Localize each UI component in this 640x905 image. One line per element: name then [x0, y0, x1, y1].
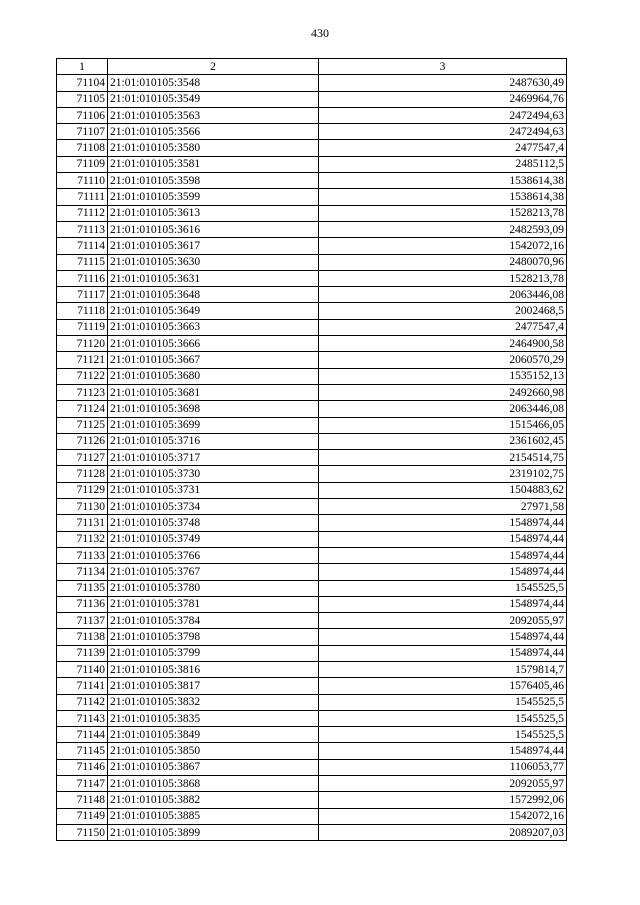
value-cell: 1538614,38 [319, 189, 567, 205]
cadastral-number-cell: 21:01:010105:3717 [108, 450, 319, 466]
table-header [57, 59, 567, 75]
row-number-cell: 71124 [57, 401, 108, 417]
cadastral-number-cell: 21:01:010105:3599 [108, 189, 319, 205]
header-row [57, 59, 567, 75]
table-row [57, 596, 567, 612]
value-cell: 1579814,7 [319, 661, 567, 677]
cadastral-number-cell: 21:01:010105:3849 [108, 727, 319, 743]
table-row [57, 124, 567, 140]
table-row [57, 678, 567, 694]
row-number-cell: 71137 [57, 613, 108, 629]
row-number-cell: 71149 [57, 808, 108, 824]
table-row [57, 336, 567, 352]
table-row [57, 173, 567, 189]
row-number-cell: 71134 [57, 564, 108, 580]
row-number-cell: 71140 [57, 661, 108, 677]
value-cell: 2472494,63 [319, 107, 567, 123]
table-row [57, 629, 567, 645]
row-number-cell: 71147 [57, 776, 108, 792]
value-cell: 2063446,08 [319, 401, 567, 417]
cadastral-number-cell: 21:01:010105:3716 [108, 433, 319, 449]
value-cell: 1515466,05 [319, 417, 567, 433]
value-cell: 1545525,5 [319, 710, 567, 726]
cadastral-number-cell: 21:01:010105:3617 [108, 238, 319, 254]
row-number-cell: 71108 [57, 140, 108, 156]
value-cell: 1548974,44 [319, 645, 567, 661]
table-row [57, 694, 567, 710]
table-row [57, 661, 567, 677]
row-number-cell: 71139 [57, 645, 108, 661]
row-number-cell: 71148 [57, 792, 108, 808]
cadastral-number-cell: 21:01:010105:3730 [108, 466, 319, 482]
row-number-cell: 71150 [57, 824, 108, 840]
table-row [57, 287, 567, 303]
table-row [57, 531, 567, 547]
table-row [57, 303, 567, 319]
value-cell: 1542072,16 [319, 238, 567, 254]
table-row [57, 499, 567, 515]
row-number-cell: 71132 [57, 531, 108, 547]
row-number-cell: 71145 [57, 743, 108, 759]
cadastral-number-cell: 21:01:010105:3784 [108, 613, 319, 629]
cadastral-number-cell: 21:01:010105:3681 [108, 384, 319, 400]
row-number-cell: 71135 [57, 580, 108, 596]
value-cell: 1545525,5 [319, 694, 567, 710]
row-number-cell: 71105 [57, 91, 108, 107]
row-number-cell: 71104 [57, 75, 108, 91]
value-cell: 2092055,97 [319, 776, 567, 792]
table-row [57, 401, 567, 417]
cadastral-number-cell: 21:01:010105:3867 [108, 759, 319, 775]
column-header-number: 1 [57, 59, 108, 75]
cadastral-number-cell: 21:01:010105:3781 [108, 596, 319, 612]
row-number-cell: 71109 [57, 156, 108, 172]
row-number-cell: 71129 [57, 482, 108, 498]
table-row [57, 808, 567, 824]
value-cell: 2063446,08 [319, 287, 567, 303]
value-cell: 1576405,46 [319, 678, 567, 694]
table-row [57, 759, 567, 775]
value-cell: 2319102,75 [319, 466, 567, 482]
table-row [57, 515, 567, 531]
row-number-cell: 71138 [57, 629, 108, 645]
registry-table [56, 58, 567, 841]
table-row [57, 710, 567, 726]
row-number-cell: 71115 [57, 254, 108, 270]
cadastral-number-cell: 21:01:010105:3616 [108, 221, 319, 237]
column-header-value: 3 [319, 59, 567, 75]
table-row [57, 254, 567, 270]
row-number-cell: 71126 [57, 433, 108, 449]
value-cell: 1548974,44 [319, 629, 567, 645]
cadastral-number-cell: 21:01:010105:3649 [108, 303, 319, 319]
column-header-cadastral: 2 [108, 59, 319, 75]
value-cell: 2464900,58 [319, 336, 567, 352]
table-row [57, 368, 567, 384]
value-cell: 2060570,29 [319, 352, 567, 368]
row-number-cell: 71128 [57, 466, 108, 482]
table-row [57, 238, 567, 254]
value-cell: 1106053,77 [319, 759, 567, 775]
value-cell: 1545525,5 [319, 580, 567, 596]
value-cell: 2089207,03 [319, 824, 567, 840]
table-row [57, 580, 567, 596]
value-cell: 2092055,97 [319, 613, 567, 629]
cadastral-number-cell: 21:01:010105:3868 [108, 776, 319, 792]
row-number-cell: 71133 [57, 547, 108, 563]
table-row [57, 727, 567, 743]
cadastral-number-cell: 21:01:010105:3731 [108, 482, 319, 498]
table-row [57, 613, 567, 629]
cadastral-number-cell: 21:01:010105:3631 [108, 270, 319, 286]
cadastral-number-cell: 21:01:010105:3899 [108, 824, 319, 840]
value-cell: 2472494,63 [319, 124, 567, 140]
value-cell: 2485112,5 [319, 156, 567, 172]
cadastral-number-cell: 21:01:010105:3816 [108, 661, 319, 677]
cadastral-number-cell: 21:01:010105:3698 [108, 401, 319, 417]
table-row [57, 645, 567, 661]
cadastral-number-cell: 21:01:010105:3667 [108, 352, 319, 368]
table-row [57, 270, 567, 286]
table-row [57, 221, 567, 237]
table-row [57, 466, 567, 482]
value-cell: 1504883,62 [319, 482, 567, 498]
value-cell: 1548974,44 [319, 743, 567, 759]
row-number-cell: 71141 [57, 678, 108, 694]
value-cell: 2469964,76 [319, 91, 567, 107]
cadastral-number-cell: 21:01:010105:3885 [108, 808, 319, 824]
table-row [57, 564, 567, 580]
cadastral-number-cell: 21:01:010105:3817 [108, 678, 319, 694]
cadastral-number-cell: 21:01:010105:3566 [108, 124, 319, 140]
row-number-cell: 71143 [57, 710, 108, 726]
value-cell: 1538614,38 [319, 173, 567, 189]
value-cell: 2477547,4 [319, 140, 567, 156]
table-row [57, 433, 567, 449]
row-number-cell: 71123 [57, 384, 108, 400]
row-number-cell: 71111 [57, 189, 108, 205]
table-row [57, 450, 567, 466]
table-row [57, 156, 567, 172]
value-cell: 2154514,75 [319, 450, 567, 466]
cadastral-number-cell: 21:01:010105:3630 [108, 254, 319, 270]
value-cell: 1548974,44 [319, 547, 567, 563]
value-cell: 2361602,45 [319, 433, 567, 449]
cadastral-number-cell: 21:01:010105:3548 [108, 75, 319, 91]
value-cell: 1542072,16 [319, 808, 567, 824]
cadastral-number-cell: 21:01:010105:3882 [108, 792, 319, 808]
table-row [57, 384, 567, 400]
row-number-cell: 71118 [57, 303, 108, 319]
value-cell: 1548974,44 [319, 531, 567, 547]
table-row [57, 743, 567, 759]
row-number-cell: 71144 [57, 727, 108, 743]
value-cell: 1545525,5 [319, 727, 567, 743]
table-row [57, 824, 567, 840]
cadastral-number-cell: 21:01:010105:3799 [108, 645, 319, 661]
table-row [57, 547, 567, 563]
row-number-cell: 71142 [57, 694, 108, 710]
value-cell: 1528213,78 [319, 270, 567, 286]
page-number: 430 [311, 26, 329, 40]
table-row [57, 189, 567, 205]
cadastral-number-cell: 21:01:010105:3850 [108, 743, 319, 759]
cadastral-number-cell: 21:01:010105:3580 [108, 140, 319, 156]
row-number-cell: 71113 [57, 221, 108, 237]
cadastral-number-cell: 21:01:010105:3835 [108, 710, 319, 726]
row-number-cell: 71114 [57, 238, 108, 254]
table-row [57, 140, 567, 156]
value-cell: 2487630,49 [319, 75, 567, 91]
row-number-cell: 71117 [57, 287, 108, 303]
cadastral-number-cell: 21:01:010105:3598 [108, 173, 319, 189]
cadastral-number-cell: 21:01:010105:3798 [108, 629, 319, 645]
value-cell: 1548974,44 [319, 596, 567, 612]
row-number-cell: 71116 [57, 270, 108, 286]
value-cell: 2492660,98 [319, 384, 567, 400]
table-row [57, 107, 567, 123]
cadastral-number-cell: 21:01:010105:3663 [108, 319, 319, 335]
cadastral-number-cell: 21:01:010105:3613 [108, 205, 319, 221]
row-number-cell: 71146 [57, 759, 108, 775]
row-number-cell: 71107 [57, 124, 108, 140]
cadastral-number-cell: 21:01:010105:3549 [108, 91, 319, 107]
table-row [57, 792, 567, 808]
cadastral-number-cell: 21:01:010105:3766 [108, 547, 319, 563]
value-cell: 1535152,13 [319, 368, 567, 384]
row-number-cell: 71120 [57, 336, 108, 352]
cadastral-number-cell: 21:01:010105:3832 [108, 694, 319, 710]
table-body [57, 75, 567, 841]
cadastral-number-cell: 21:01:010105:3581 [108, 156, 319, 172]
value-cell: 1548974,44 [319, 564, 567, 580]
table-row [57, 205, 567, 221]
table-row [57, 482, 567, 498]
table-row [57, 319, 567, 335]
value-cell: 2477547,4 [319, 319, 567, 335]
value-cell: 2482593,09 [319, 221, 567, 237]
table-row [57, 91, 567, 107]
cadastral-number-cell: 21:01:010105:3680 [108, 368, 319, 384]
value-cell: 2480070,96 [319, 254, 567, 270]
row-number-cell: 71131 [57, 515, 108, 531]
row-number-cell: 71112 [57, 205, 108, 221]
value-cell: 1528213,78 [319, 205, 567, 221]
row-number-cell: 71122 [57, 368, 108, 384]
row-number-cell: 71127 [57, 450, 108, 466]
row-number-cell: 71110 [57, 173, 108, 189]
table-row [57, 417, 567, 433]
cadastral-number-cell: 21:01:010105:3767 [108, 564, 319, 580]
row-number-cell: 71136 [57, 596, 108, 612]
cadastral-number-cell: 21:01:010105:3780 [108, 580, 319, 596]
cadastral-number-cell: 21:01:010105:3748 [108, 515, 319, 531]
table-row [57, 75, 567, 91]
cadastral-number-cell: 21:01:010105:3648 [108, 287, 319, 303]
cadastral-number-cell: 21:01:010105:3734 [108, 499, 319, 515]
row-number-cell: 71121 [57, 352, 108, 368]
row-number-cell: 71119 [57, 319, 108, 335]
table-row [57, 352, 567, 368]
cadastral-number-cell: 21:01:010105:3563 [108, 107, 319, 123]
cadastral-number-cell: 21:01:010105:3699 [108, 417, 319, 433]
cadastral-number-cell: 21:01:010105:3749 [108, 531, 319, 547]
value-cell: 2002468,5 [319, 303, 567, 319]
cadastral-number-cell: 21:01:010105:3666 [108, 336, 319, 352]
table-row [57, 776, 567, 792]
row-number-cell: 71106 [57, 107, 108, 123]
value-cell: 1572992,06 [319, 792, 567, 808]
value-cell: 27971,58 [319, 499, 567, 515]
value-cell: 1548974,44 [319, 515, 567, 531]
row-number-cell: 71125 [57, 417, 108, 433]
row-number-cell: 71130 [57, 499, 108, 515]
